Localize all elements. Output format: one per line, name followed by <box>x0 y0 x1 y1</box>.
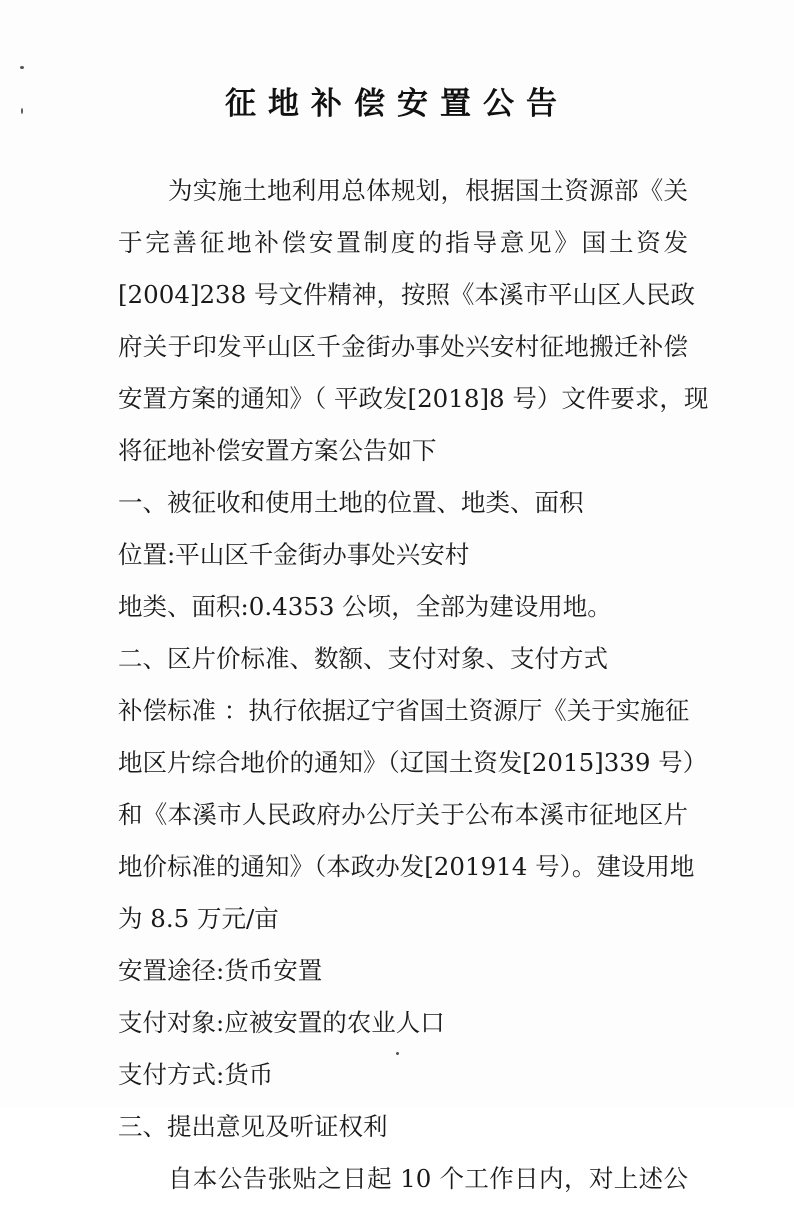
paragraph-line: 府关于印发平山区千金街办事处兴安村征地搬迁补偿 <box>118 332 688 361</box>
paragraph-line: 于完善征地补偿安置制度的指导意见》国土资发 <box>118 228 688 257</box>
resettlement-method-line: 安置途径:货币安置 <box>118 956 323 985</box>
paragraph-line: 将征地补偿安置方案公告如下 <box>118 436 437 465</box>
scan-speck <box>20 66 24 69</box>
paragraph-line: 为 8.5 万元/亩 <box>118 904 279 933</box>
paragraph-line: 为实施土地利用总体规划，根据国土资源部《关 <box>168 176 688 205</box>
paragraph-line: 自本公告张贴之日起 10 个工作日内，对上述公 <box>168 1164 688 1193</box>
paragraph-line: 地价标准的通知》（本政办发[201914 号）。建设用地 <box>118 852 695 881</box>
document-title: 征地补偿安置公告 <box>225 86 569 122</box>
land-area-line: 地类、面积:0.4353 公顷，全部为建设用地。 <box>118 592 612 621</box>
document-body <box>118 165 709 1205</box>
paragraph-line: 补偿标准 ：执行依据辽宁省国土资源厅《关于实施征 <box>118 696 690 725</box>
section-heading: 二、区片价标准、数额、支付对象、支付方式 <box>118 644 608 673</box>
payment-method-line: 支付方式:货币 <box>118 1060 274 1089</box>
payment-target-line: 支付对象:应被安置的农业人口 <box>118 1008 445 1037</box>
paragraph-line: 安置方案的通知》（ 平政发[2018]8 号）文件要求，现 <box>118 384 709 413</box>
paragraph-line: 和《本溪市人民政府办公厅关于公布本溪市征地区片 <box>118 800 688 829</box>
paragraph-line: 地区片综合地价的通知》（辽国土资发[2015]339 号） <box>118 748 708 777</box>
section-heading: 三、提出意见及听证权利 <box>118 1112 388 1141</box>
paragraph-line: [2004]238 号文件精神，按照《本溪市平山区人民政 <box>118 280 696 309</box>
section-heading: 一、被征收和使用土地的位置、地类、面积 <box>118 488 584 517</box>
location-line: 位置:平山区千金街办事处兴安村 <box>118 540 470 569</box>
